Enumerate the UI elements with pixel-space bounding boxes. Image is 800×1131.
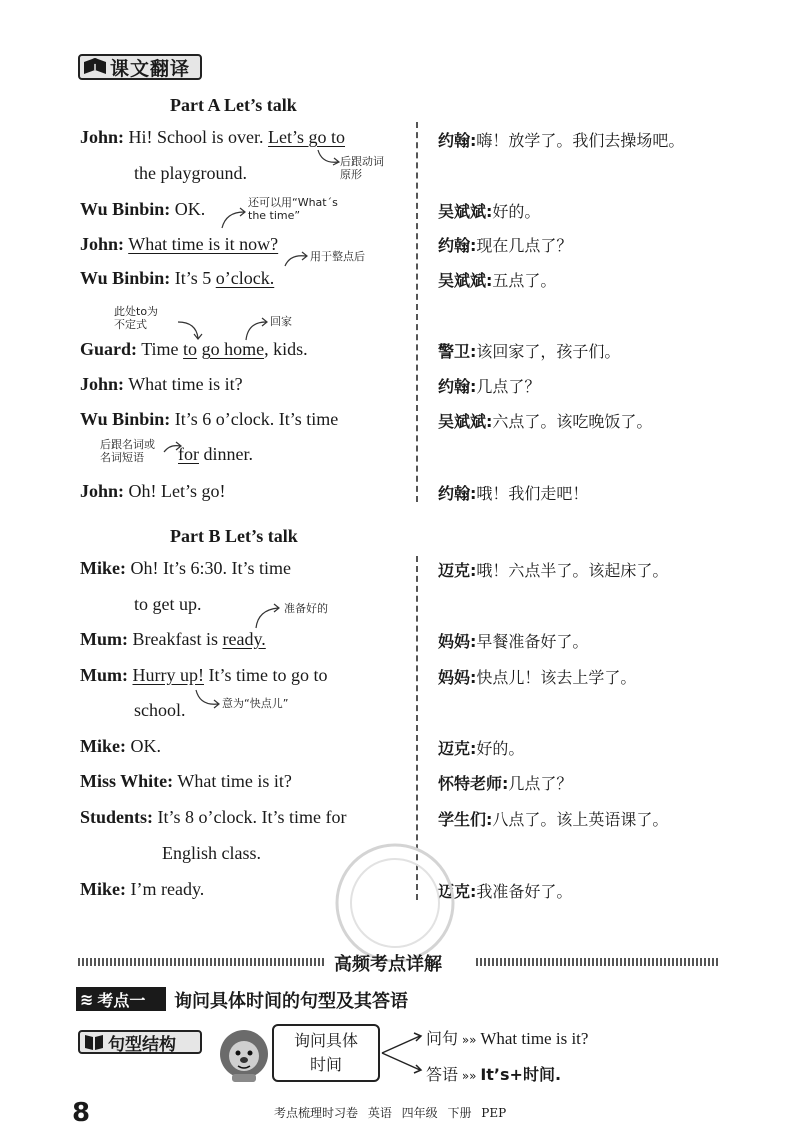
translation-line: 警卫:该回家了，孩子们。	[438, 342, 621, 361]
translation-line: 约翰:哦！我们走吧！	[438, 484, 589, 503]
dialog-line: John: Oh! Let’s go!	[80, 481, 226, 501]
annotation-note: 用于整点后	[310, 250, 365, 263]
annotation-arrows	[0, 560, 800, 740]
annotation-note: 后跟名词或 名词短语	[100, 438, 155, 464]
question-row: 问句 »» What time is it?	[426, 1029, 589, 1048]
hatch-left	[78, 958, 326, 966]
open-book-icon	[84, 1033, 104, 1051]
translation-line: 怀特老师:几点了？	[438, 774, 573, 793]
section-tag-label: 课文翻译	[110, 57, 191, 80]
part-a-title: Part A Let’s talk	[170, 95, 297, 115]
dialog-line: Wu Binbin: It’s 6 o’clock. It’s time	[80, 409, 339, 429]
translation-line: 约翰:几点了？	[438, 377, 541, 396]
dialog-line: the playground.	[134, 163, 247, 183]
annotation-note: 此处to为 不定式	[114, 305, 159, 331]
footer-text: 考点梳理时习卷 英语 四年级 下册 PEP	[274, 1106, 507, 1120]
watermark-stamp	[330, 838, 460, 968]
translation-line: 妈妈:快点儿！该去上学了。	[438, 668, 637, 687]
dialog-line: Miss White: What time is it?	[80, 771, 292, 791]
section-title: 高频考点详解	[334, 954, 442, 975]
dialog-line: school.	[134, 700, 186, 720]
translation-line: 约翰:现在几点了？	[438, 236, 573, 255]
dialog-line: English class.	[162, 843, 261, 863]
annotation-arrows	[0, 0, 800, 560]
dialog-line: Mike: Oh! It’s 6:30. It’s time	[80, 558, 291, 578]
page-number: 8	[72, 1098, 91, 1128]
waves-icon: ≋	[80, 989, 94, 1009]
dialog-line: to get up.	[134, 594, 202, 614]
translation-line: 约翰:嗨！放学了。我们去操场吧。	[438, 131, 685, 150]
translation-line: 吴斌斌:六点了。该吃晚饭了。	[438, 412, 653, 431]
structure-tag: 句型结构	[78, 1030, 202, 1054]
dialog-line: John: What time is it?	[80, 374, 243, 394]
key-point-title: 询问具体时间的句型及其答语	[174, 991, 408, 1012]
dialog-line: Mike: OK.	[80, 736, 161, 756]
translation-line: 学生们:八点了。该上英语课了。	[438, 810, 669, 829]
dialog-line: John: What time is it now?	[80, 234, 279, 254]
translation-line: 迈克:好的。	[438, 739, 525, 758]
hatch-right	[476, 958, 720, 966]
annotation-note: 回家	[270, 315, 292, 328]
translation-line: 吴斌斌:好的。	[438, 202, 541, 221]
dialog-line: Students: It’s 8 o’clock. It’s time for	[80, 807, 347, 827]
translation-line: 迈克:我准备好了。	[438, 882, 573, 901]
dialog-line: Mum: Breakfast is ready.	[80, 629, 266, 649]
dialog-line: Mike: I’m ready.	[80, 879, 205, 899]
ask-time-box: 询问具体 时间	[272, 1024, 380, 1082]
lion-mascot-icon	[218, 1028, 270, 1084]
annotation-note: 还可以用“What´s the time”	[248, 196, 338, 222]
translation-line: 迈克:哦！六点半了。该起床了。	[438, 561, 669, 580]
dialog-line: John: Hi! School is over. Let’s go to	[80, 127, 346, 147]
dialog-line: Wu Binbin: It’s 5 o’clock.	[80, 268, 275, 288]
part-b-title: Part B Let’s talk	[170, 526, 298, 546]
key-point-badge: ≋ 考点一	[76, 987, 166, 1011]
answer-row: 答语 »» It’s+时间.	[426, 1065, 562, 1084]
dialog-line: for dinner.	[178, 444, 253, 464]
translation-line: 吴斌斌:五点了。	[438, 271, 557, 290]
dialog-line: Guard: Time to go home, kids.	[80, 339, 308, 359]
dialog-line: Wu Binbin: OK.	[80, 199, 206, 219]
translation-line: 妈妈:早餐准备好了。	[438, 632, 589, 651]
annotation-note: 后跟动词 原形	[340, 155, 384, 181]
annotation-note: 意为“快点儿”	[222, 697, 289, 710]
dialog-line: Mum: Hurry up! It’s time to go to	[80, 665, 328, 685]
branch-arrows	[378, 1028, 428, 1078]
annotation-note: 准备好的	[284, 602, 328, 615]
column-divider	[416, 122, 418, 502]
